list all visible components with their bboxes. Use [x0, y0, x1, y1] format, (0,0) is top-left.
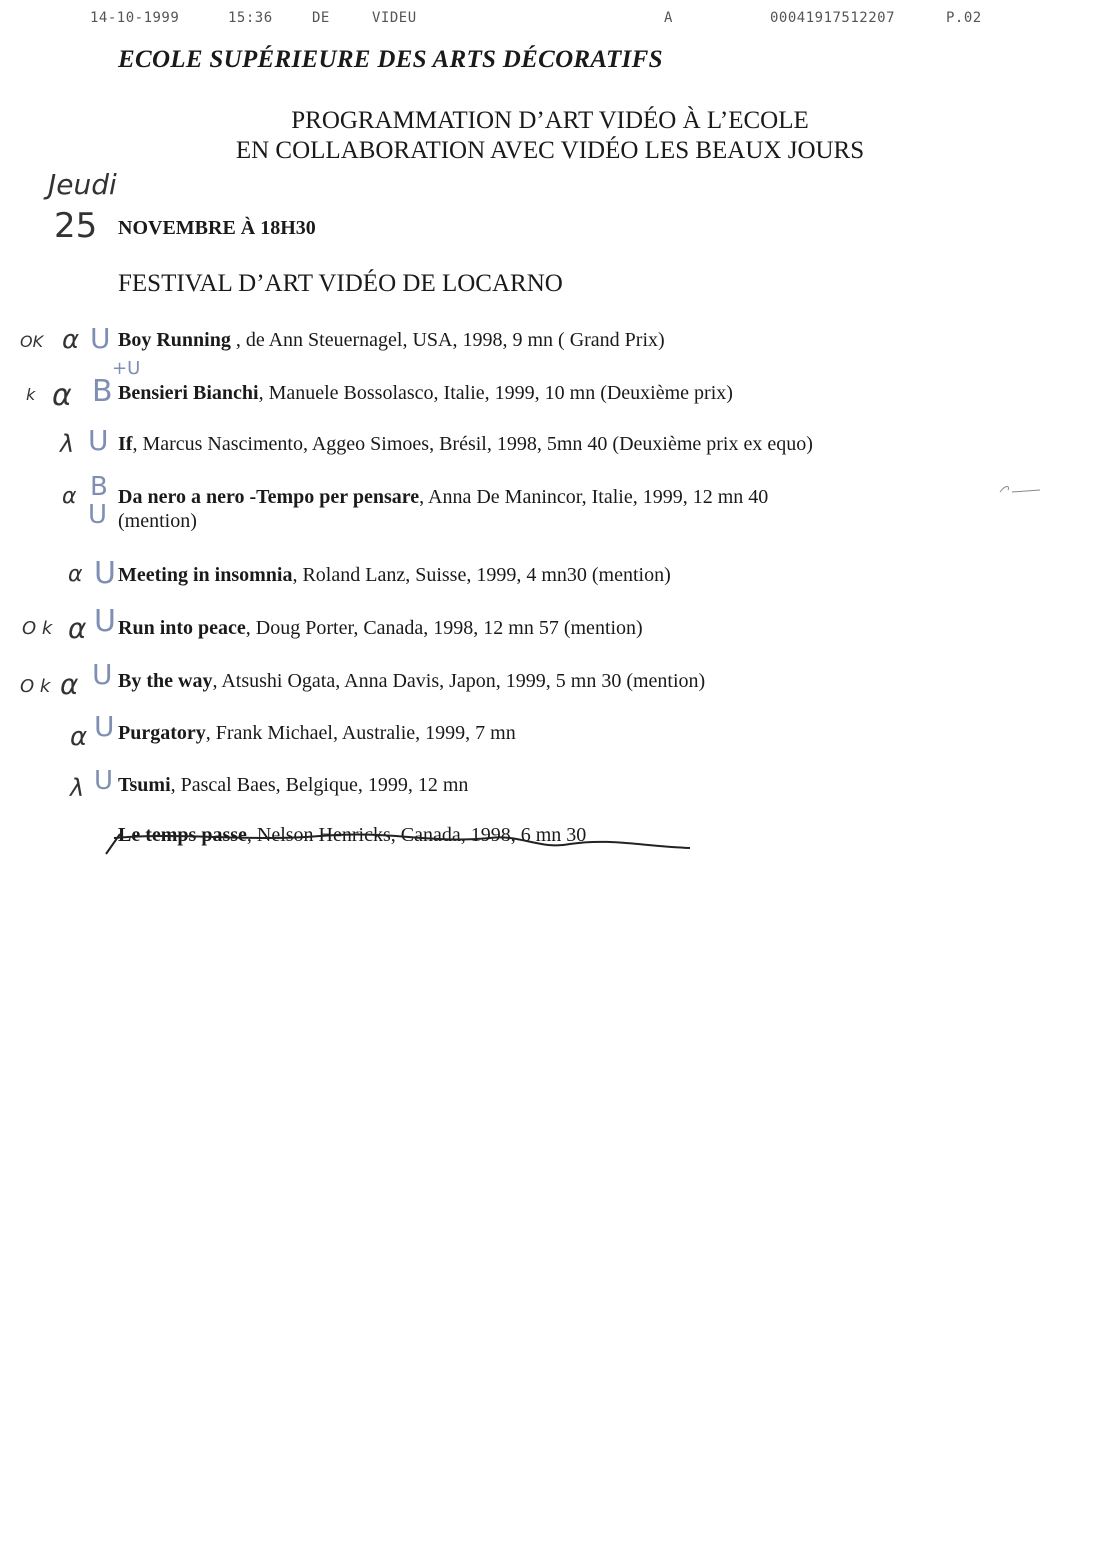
- handwritten-u-mark: U: [90, 322, 111, 355]
- film-title: By the way: [118, 670, 213, 692]
- handwritten-strikethrough: [100, 820, 700, 860]
- handwritten-u-mark: U: [94, 556, 116, 591]
- programme-line-2: EN COLLABORATION AVEC VIDÉO LES BEAUX JOURS: [235, 137, 865, 164]
- list-item: [118, 721, 516, 745]
- handwritten-u-mark: U: [94, 710, 115, 743]
- check-mark-icon: α: [60, 668, 79, 701]
- fax-number: 00041917512207: [770, 10, 896, 26]
- check-mark-icon: λ: [60, 430, 75, 458]
- film-title: Da nero a nero -Tempo per pensare: [118, 486, 420, 508]
- film-title: If: [118, 433, 133, 455]
- film-details: , Frank Michael, Australie, 1999, 7 mn: [205, 722, 516, 744]
- check-mark-icon: α: [68, 612, 87, 645]
- list-item: [118, 669, 705, 693]
- film-title: Le temps passe: [118, 824, 247, 846]
- handwritten-u-mark: U: [92, 658, 113, 691]
- list-item: [118, 616, 643, 640]
- film-details: , Roland Lanz, Suisse, 1999, 4 mn30 (mention): [292, 564, 671, 586]
- handwritten-ok-mark: OK: [20, 332, 44, 351]
- festival-title: FESTIVAL D’ART VIDÉO DE LOCARNO: [118, 270, 563, 297]
- handwritten-b-mark: B: [92, 374, 113, 409]
- handwritten-u-mark: U: [94, 604, 116, 639]
- check-mark-icon: α: [68, 562, 83, 587]
- handwritten-day: Jeudi: [48, 168, 117, 201]
- film-details: , Atsushi Ogata, Anna Davis, Japon, 1999, 5 mn 30 (mention): [212, 670, 706, 692]
- fax-page: P.02: [946, 10, 982, 26]
- check-mark-icon: α: [70, 722, 88, 752]
- film-title: Tsumi: [118, 774, 171, 796]
- list-item: [118, 381, 733, 405]
- check-mark-icon: α: [62, 325, 80, 355]
- school-name: ECOLE SUPÉRIEURE DES ARTS DÉCORATIFS: [118, 46, 663, 73]
- check-mark-icon: α: [62, 484, 77, 509]
- check-mark-icon: λ: [70, 774, 85, 802]
- handwritten-day-number: 25: [54, 206, 98, 246]
- list-item: [118, 563, 671, 587]
- fax-time: 15:36: [228, 10, 273, 26]
- fax-date: 14-10-1999: [90, 10, 180, 26]
- fax-header: [0, 10, 1100, 30]
- fax-from-label: DE: [312, 10, 330, 26]
- film-details: , de Ann Steuernagel, USA, 1998, 9 mn ( Grand Prix): [230, 329, 665, 351]
- handwritten-dash-mark: [996, 480, 1046, 500]
- handwritten-k-mark: k: [26, 385, 36, 404]
- handwritten-u-mark: U: [88, 424, 109, 457]
- film-title: Meeting in insomnia: [118, 564, 293, 586]
- list-item: [118, 328, 665, 352]
- film-title: Run into peace: [118, 617, 246, 639]
- film-details: , Marcus Nascimento, Aggeo Simoes, Brésil, 1998, 5mn 40 (Deuxième prix ex equo): [132, 433, 813, 455]
- handwritten-ok-mark: O k: [20, 676, 51, 697]
- film-details-continuation: (mention): [118, 510, 197, 532]
- film-title: Boy Running: [118, 329, 231, 351]
- event-date: NOVEMBRE À 18H30: [118, 217, 316, 239]
- film-details: , Anna De Manincor, Italie, 1999, 12 mn 40: [419, 486, 769, 508]
- film-details: , Doug Porter, Canada, 1998, 12 mn 57 (mention): [245, 617, 643, 639]
- film-title: Bensieri Bianchi: [118, 382, 259, 404]
- handwritten-b-mark: B: [90, 472, 108, 502]
- fax-to-label: A: [664, 10, 673, 26]
- film-details: , Pascal Baes, Belgique, 1999, 12 mn: [170, 774, 469, 796]
- film-title: Purgatory: [118, 722, 206, 744]
- list-item: [118, 432, 813, 456]
- check-mark-icon: α: [52, 378, 72, 413]
- fax-sender: VIDEU: [372, 10, 417, 26]
- film-details: , Manuele Bossolasco, Italie, 1999, 10 mn (Deuxième prix): [258, 382, 733, 404]
- handwritten-u-mark: U: [88, 500, 108, 530]
- programme-title: [0, 106, 1100, 166]
- list-item: [118, 485, 768, 533]
- list-item: [118, 773, 468, 797]
- handwritten-plus-u-mark: +U: [112, 358, 141, 379]
- handwritten-ok-mark: O k: [22, 618, 53, 639]
- film-details: , Nelson Henricks, Canada, 1998, 6 mn 30: [246, 824, 587, 846]
- programme-line-1: PROGRAMMATION D’ART VIDÉO À L’ECOLE: [291, 107, 809, 134]
- handwritten-u-mark: U: [94, 766, 114, 796]
